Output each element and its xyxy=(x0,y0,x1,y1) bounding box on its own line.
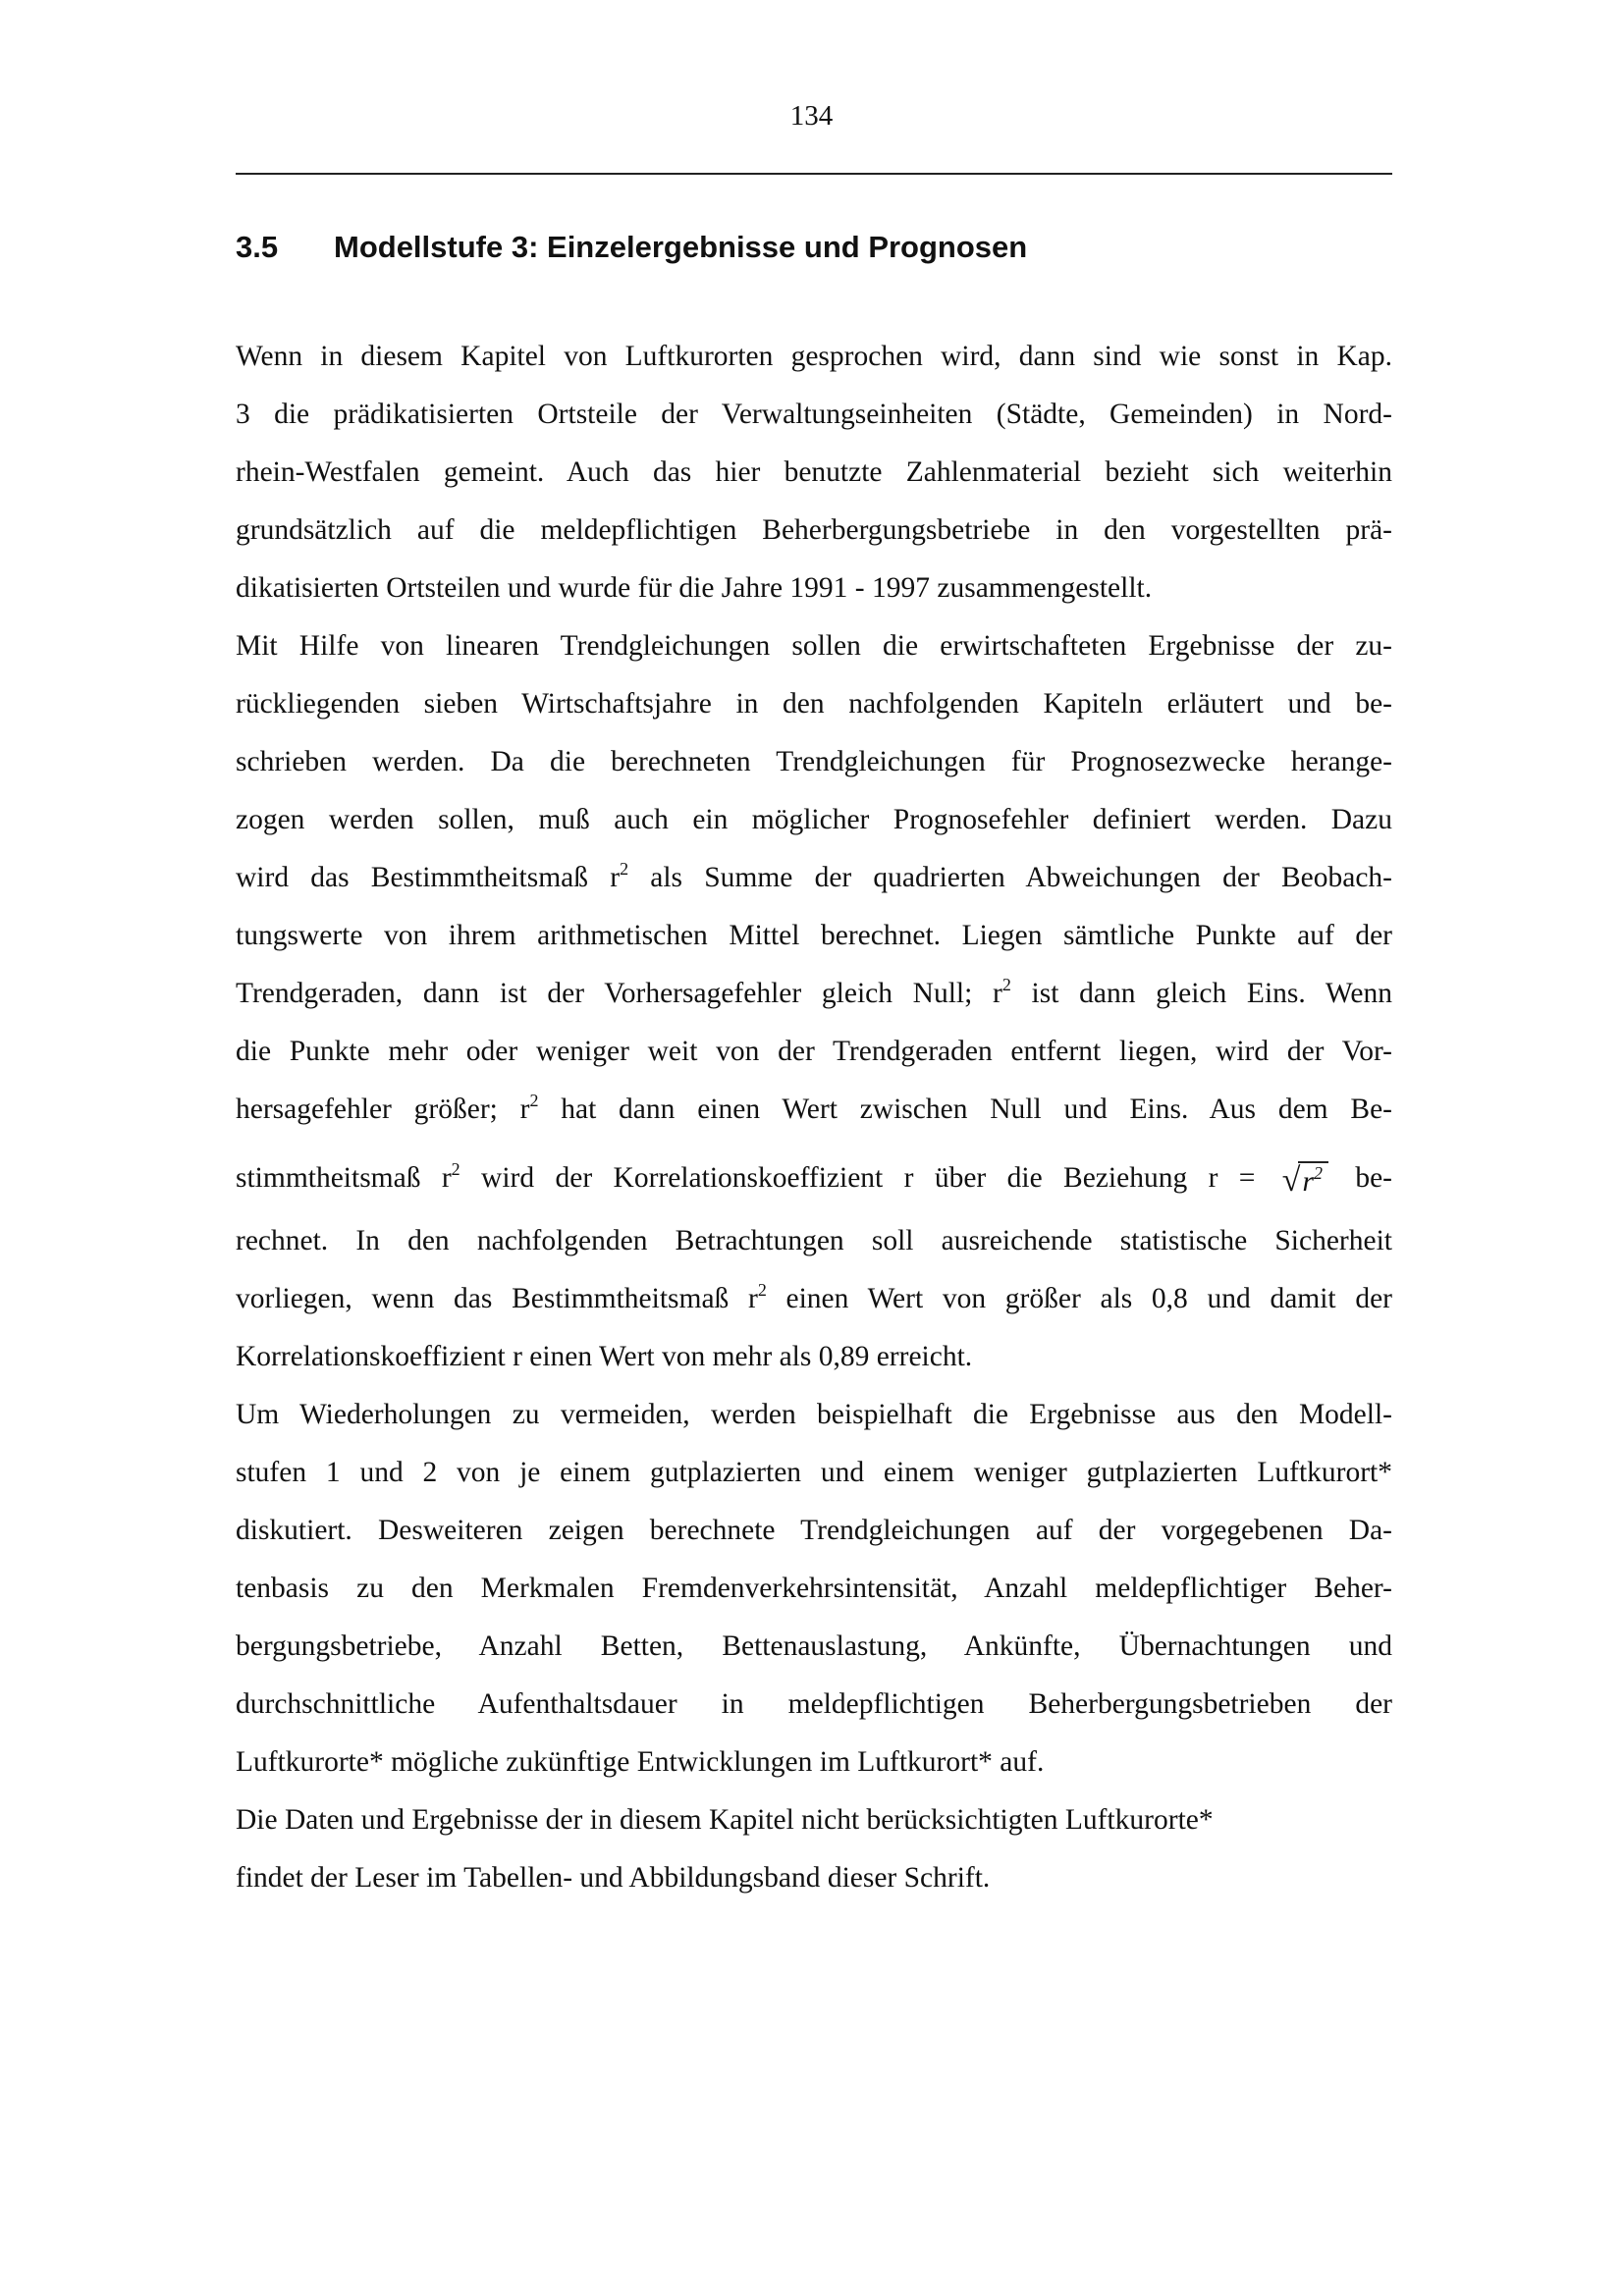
text-segment: vorliegen, wenn das Bestimmtheitsmaß r xyxy=(236,1283,758,1314)
body-line: Mit Hilfe von linearen Trendgleichungen sollen die erwirtschafteten Ergebnisse der zu- xyxy=(236,630,1392,662)
body-line: schrieben werden. Da die berechneten Trendgleichungen für Prognosezwecke herange- xyxy=(236,746,1392,777)
radicand-variable: r xyxy=(1302,1166,1314,1198)
body-line: Korrelationskoeffizient r einen Wert von mehr als 0,89 erreicht. xyxy=(236,1341,973,1372)
body-line: Um Wiederholungen zu vermeiden, werden beispielhaft die Ergebnisse aus den Modell- xyxy=(236,1399,1392,1430)
body-line: grundsätzlich auf die meldepflichtigen Beherbergungsbetriebe in den vorgestellten prä- xyxy=(236,514,1392,546)
radicand xyxy=(1298,1161,1327,1199)
text-segment: ist dann gleich Eins. Wenn xyxy=(1010,978,1392,1009)
body-line: Luftkurorte* mögliche zukünftige Entwicklungen im Luftkurort* auf. xyxy=(236,1746,1045,1778)
body-line xyxy=(236,974,1392,1013)
superscript-2: 2 xyxy=(620,859,629,879)
section-heading xyxy=(236,228,1394,267)
body-line xyxy=(236,1158,1392,1201)
text-segment: hat dann einen Wert zwischen Null und Eins. Aus dem Be- xyxy=(538,1094,1392,1125)
page-number: 134 xyxy=(789,100,834,132)
superscript-2: 2 xyxy=(1001,975,1011,994)
body-line: rhein-Westfalen gemeint. Auch das hier benutzte Zahlenmaterial bezieht sich weiterhin xyxy=(236,456,1392,488)
superscript-2: 2 xyxy=(1313,1163,1323,1183)
superscript-2: 2 xyxy=(451,1159,460,1179)
text-segment: stimmtheitsmaß r xyxy=(236,1162,452,1194)
body-line: Wenn in diesem Kapitel von Luftkurorten gesprochen wird, dann sind wie sonst in Kap. xyxy=(236,341,1392,372)
radical-sign-icon: √ xyxy=(1281,1162,1301,1199)
body-line: rechnet. In den nachfolgenden Betrachtungen soll ausreichende statistische Sicherheit xyxy=(236,1225,1392,1256)
body-line: rückliegenden sieben Wirtschaftsjahre in den nachfolgenden Kapiteln erläutert und be- xyxy=(236,688,1392,720)
header-rule xyxy=(236,173,1392,175)
body-line: bergungsbetriebe, Anzahl Betten, Bettenauslastung, Ankünfte, Übernachtungen und xyxy=(236,1630,1392,1662)
text-segment: hersagefehler größer; r xyxy=(236,1094,530,1125)
body-line: findet der Leser im Tabellen- und Abbildungsband dieser Schrift. xyxy=(236,1862,991,1894)
text-segment: einen Wert von größer als 0,8 und damit der xyxy=(766,1283,1392,1314)
text-segment: wird der Korrelationskoeffizient r über die Beziehung r = xyxy=(460,1162,1276,1194)
body-line xyxy=(236,1279,1392,1318)
text-segment: als Summe der quadrierten Abweichungen der Beobach- xyxy=(628,862,1392,893)
body-line: Die Daten und Ergebnisse der in diesem Kapitel nicht berücksichtigten Luftkurorte* xyxy=(236,1804,1214,1836)
body-line: stufen 1 und 2 von je einem gutplazierten und einem weniger gutplazierten Luftkurort* xyxy=(236,1457,1392,1488)
text-segment: wird das Bestimmtheitsmaß r xyxy=(236,862,621,893)
body-line: durchschnittliche Aufenthaltsdauer in meldepflichtigen Beherbergungsbetrieben der xyxy=(236,1688,1392,1720)
superscript-2: 2 xyxy=(529,1091,539,1110)
text-segment: be- xyxy=(1333,1162,1392,1194)
text-segment: Trendgeraden, dann ist der Vorhersagefehler gleich Null; r xyxy=(236,978,1002,1009)
body-line xyxy=(236,858,1392,897)
body-line: die Punkte mehr oder weniger weit von der Trendgeraden entfernt liegen, wird der Vor- xyxy=(236,1036,1392,1067)
body-line: dikatisierten Ortsteilen und wurde für die Jahre 1991 - 1997 zusammengestellt. xyxy=(236,572,1153,604)
body-line: zogen werden sollen, muß auch ein möglicher Prognosefehler definiert werden. Dazu xyxy=(236,804,1392,835)
body-line: diskutiert. Desweiteren zeigen berechnete Trendgleichungen auf der vorgegebenen Da- xyxy=(236,1515,1392,1546)
superscript-2: 2 xyxy=(757,1280,767,1300)
body-line: 3 die prädikatisierten Ortsteile der Verwaltungseinheiten (Städte, Gemeinden) in Nord- xyxy=(236,399,1392,430)
section-number: 3.5 xyxy=(236,230,279,264)
body-line: tungswerte von ihrem arithmetischen Mittel berechnet. Liegen sämtliche Punkte auf der xyxy=(236,920,1392,951)
body-line xyxy=(236,1090,1392,1129)
section-title: Modellstufe 3: Einzelergebnisse und Prognosen xyxy=(334,230,1028,264)
body-line: tenbasis zu den Merkmalen Fremdenverkehrsintensität, Anzahl meldepflichtiger Beher- xyxy=(236,1573,1392,1604)
square-root-formula xyxy=(1282,1161,1328,1201)
